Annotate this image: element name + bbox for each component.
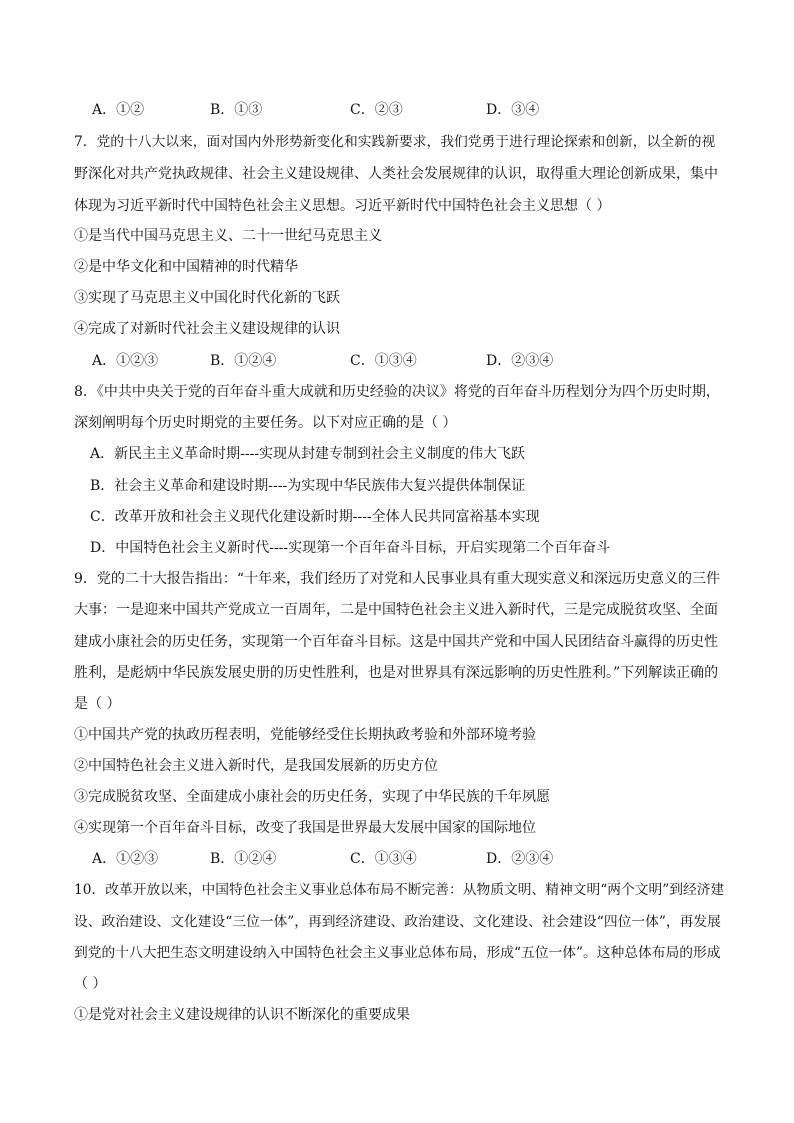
q9-stem-line-5: 是（ ） (74, 696, 121, 712)
q7-statement-3: ③实现了马克思主义中国化时代化新的飞跃 (74, 290, 340, 306)
q7-option-b[interactable]: B．①②④ (210, 353, 277, 369)
q6-option-a[interactable]: A．①② (92, 102, 145, 118)
q6-option-b[interactable]: B．①③ (210, 102, 263, 118)
q9-option-b[interactable]: B．①②④ (210, 851, 277, 867)
q10-stem-line-2: 设、政治建设、文化建设“三位一体”，再到经济建设、政治建设、文化建设、社会建设“四位一体”，再发展 (74, 914, 721, 930)
q6-option-d[interactable]: D．③④ (486, 102, 540, 118)
q8-choice-c[interactable]: C．改革开放和社会主义现代化建设新时期----全体人民共同富裕基本实现 (90, 509, 540, 525)
q7-option-d[interactable]: D．②③④ (486, 353, 554, 369)
q9-option-d[interactable]: D．②③④ (486, 851, 554, 867)
q8-choice-d[interactable]: D．中国特色社会主义新时代----实现第一个百年奋斗目标，开启实现第二个百年奋斗 (90, 540, 611, 556)
q7-option-a[interactable]: A．①②③ (92, 353, 159, 369)
q7-statement-4: ④完成了对新时代社会主义建设规律的认识 (74, 321, 340, 337)
q7-stem-line-2: 野深化对共产党执政规律、社会主义建设规律、人类社会发展规律的认识，取得重大理论创新成果，集中 (74, 166, 718, 182)
q10-stem-line-3: 到党的十八大把生态文明建设纳入中国特色社会主义事业总体布局，形成“五位一体”。这种总体布局的形成 (74, 945, 721, 961)
q9-stem-line-2: 大事：一是迎来中国共产党成立一百周年，二是中国特色社会主义进入新时代，三是完成脱贫攻坚、全面 (74, 602, 718, 618)
q9-statement-4: ④实现第一个百年奋斗目标，改变了我国是世界最大发展中国家的国际地位 (74, 820, 536, 836)
q7-stem-line-1: 7．党的十八大以来，面对国内外形势新变化和实践新要求，我们党勇于进行理论探索和创新，以全新的视 (74, 134, 716, 150)
q7-statement-1: ①是当代中国马克思主义、二十一世纪马克思主义 (74, 228, 382, 244)
q9-option-a[interactable]: A．①②③ (92, 851, 159, 867)
q7-statement-2: ②是中华文化和中国精神的时代精华 (74, 259, 298, 275)
q7-option-c[interactable]: C．①③④ (350, 353, 417, 369)
q9-option-c[interactable]: C．①③④ (350, 851, 417, 867)
q8-choice-a[interactable]: A．新民主主义革命时期----实现从封建专制到社会主义制度的伟大飞跃 (90, 446, 526, 462)
q8-choice-b[interactable]: B．社会主义革命和建设时期----为实现中华民族伟大复兴提供体制保证 (90, 478, 526, 494)
q6-option-c[interactable]: C．②③ (350, 102, 403, 118)
q9-statement-1: ①中国共产党的执政历程表明，党能够经受住长期执政考验和外部环境考验 (74, 727, 536, 743)
q9-stem-line-4: 胜利，是彪炳中华民族发展史册的历史性胜利，也是对世界具有深远影响的历史性胜利。”下列解读正确的 (74, 665, 719, 681)
q8-stem-line-2: 深刻阐明每个历史时期党的主要任务。以下对应正确的是（ ） (74, 415, 457, 431)
q10-statement-1: ①是党对社会主义建设规律的认识不断深化的重要成果 (74, 1007, 410, 1023)
q10-stem-line-4: （ ） (74, 976, 107, 992)
q9-stem-line-1: 9．党的二十大报告指出：“十年来，我们经历了对党和人民事业具有重大现实意义和深远历史意义的三件 (74, 571, 721, 587)
q10-stem-line-1: 10．改革开放以来，中国特色社会主义事业总体布局不断完善：从物质文明、精神文明“两个文明”到经济建 (74, 882, 725, 898)
q9-stem-line-3: 建成小康社会的历史任务，实现第一个百年奋斗目标。这是中国共产党和中国人民团结奋斗赢得的历史性 (74, 634, 718, 650)
q9-statement-3: ③完成脱贫攻坚、全面建成小康社会的历史任务，实现了中华民族的千年夙愿 (74, 789, 550, 805)
q9-statement-2: ②中国特色社会主义进入新时代，是我国发展新的历史方位 (74, 758, 438, 774)
q8-stem-line-1: 8．《中共中央关于党的百年奋斗重大成就和历史经验的决议》将党的百年奋斗历程划分为四个历史时期， (74, 384, 720, 400)
q7-stem-line-3: 体现为习近平新时代中国特色社会主义思想。习近平新时代中国特色社会主义思想（ ） (74, 198, 611, 214)
